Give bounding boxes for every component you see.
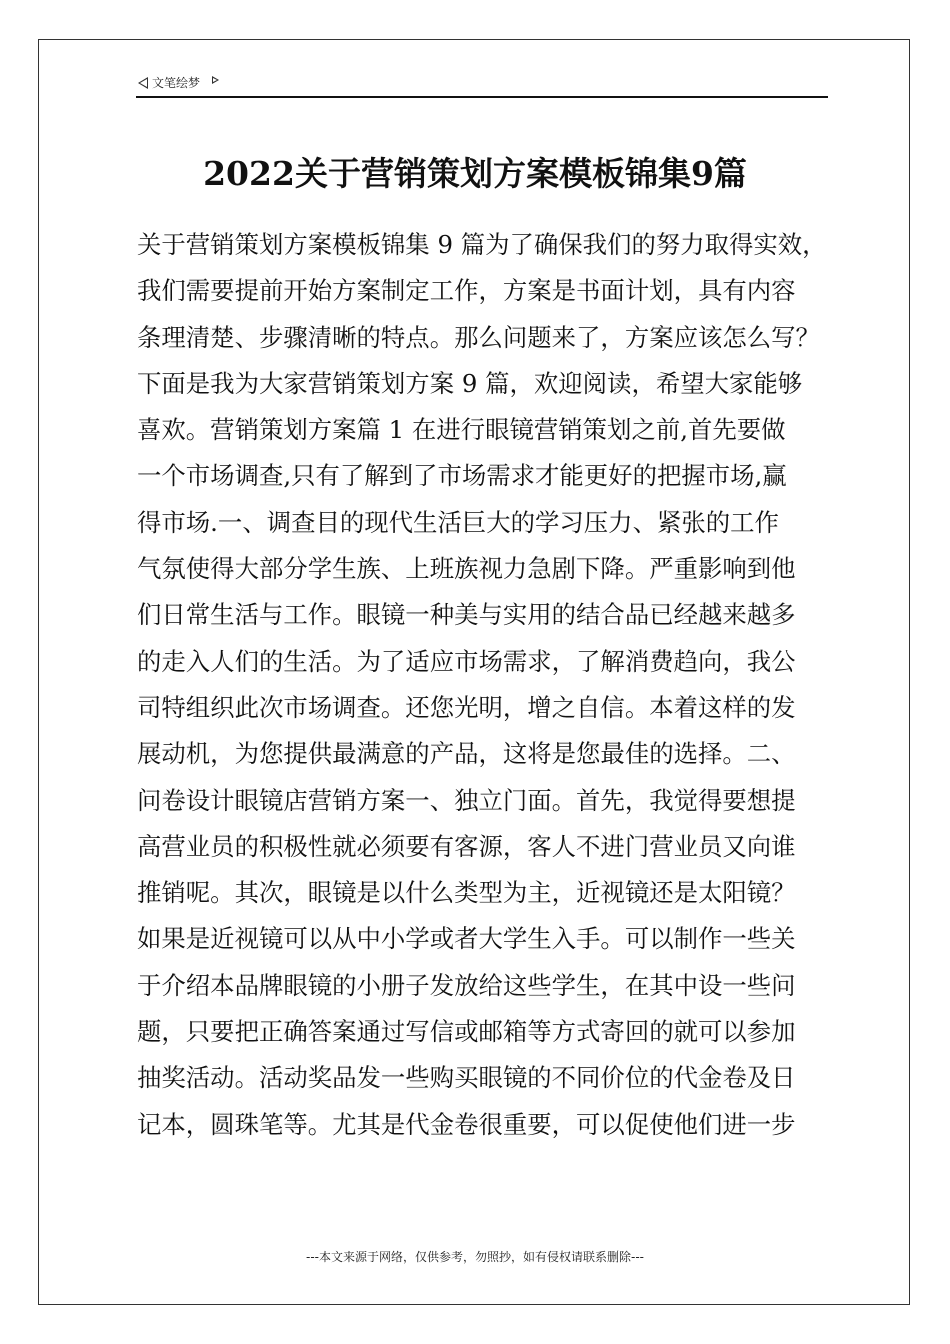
triangle-right-icon bbox=[212, 76, 219, 84]
paragraph-line: 高营业员的积极性就必须要有客源，客人不进门营业员又向谁 bbox=[137, 831, 796, 861]
paragraph-line: 喜欢。营销策划方案篇 1 在进行眼镜营销策划之前,首先要做 bbox=[137, 415, 786, 445]
header-label: 文笔绘梦 bbox=[152, 76, 201, 90]
paragraph-line: 一个市场调查,只有了解到了市场需求才能更好的把握市场,赢 bbox=[137, 461, 787, 491]
header-divider bbox=[136, 96, 828, 98]
paragraph-line: 关于营销策划方案模板锦集 9 篇为了确保我们的努力取得实效， bbox=[137, 230, 827, 259]
paragraph-line: 抽奖活动。活动奖品发一些购买眼镜的不同价位的代金卷及日 bbox=[137, 1063, 796, 1093]
document-title: 2022关于营销策划方案模板锦集9篇 bbox=[203, 154, 747, 193]
paragraph-line: 推销呢。其次，眼镜是以什么类型为主，近视镜还是太阳镜？ bbox=[137, 878, 796, 908]
paragraph-line: 题，只要把正确答案通过写信或邮箱等方式寄回的就可以参加 bbox=[137, 1017, 796, 1047]
triangle-left-icon bbox=[138, 77, 148, 89]
paragraph-line: 于介绍本品牌眼镜的小册子发放给这些学生，在其中设一些问 bbox=[137, 970, 796, 1000]
paragraph-line: 问卷设计眼镜店营销方案一、独立门面。首先，我觉得要想提 bbox=[137, 785, 796, 815]
paragraph-line: 司特组织此次市场调查。还您光明，增之自信。本着这样的发 bbox=[137, 692, 796, 722]
paragraph-line: 得市场.一、调查目的现代生活巨大的学习压力、紧张的工作 bbox=[137, 507, 779, 537]
page-footer: ---本文来源于网络，仅供参考，勿照抄，如有侵权请联系删除--- bbox=[306, 1250, 644, 1264]
document-body bbox=[137, 222, 829, 1148]
page-header bbox=[138, 74, 219, 91]
paragraph-line: 们日常生活与工作。眼镜一种美与实用的结合品已经越来越多 bbox=[137, 600, 796, 630]
paragraph-line: 我们需要提前开始方案制定工作，方案是书面计划，具有内容 bbox=[137, 276, 796, 306]
paragraph-line: 条理清楚、步骤清晰的特点。那么问题来了，方案应该怎么写？ bbox=[137, 322, 820, 352]
paragraph-line: 下面是我为大家营销策划方案 9 篇，欢迎阅读，希望大家能够 bbox=[137, 368, 803, 398]
paragraph-line: 的走入人们的生活。为了适应市场需求，了解消费趋向，我公 bbox=[137, 646, 796, 676]
paragraph-line: 展动机，为您提供最满意的产品，这将是您最佳的选择。二、 bbox=[137, 739, 796, 769]
paragraph-line: 记本，圆珠笔等。尤其是代金卷很重要，可以促使他们进一步 bbox=[137, 1109, 796, 1139]
paragraph-line: 气氛使得大部分学生族、上班族视力急剧下降。严重影响到他 bbox=[137, 554, 796, 584]
paragraph-line: 如果是近视镜可以从中小学或者大学生入手。可以制作一些关 bbox=[137, 924, 796, 954]
